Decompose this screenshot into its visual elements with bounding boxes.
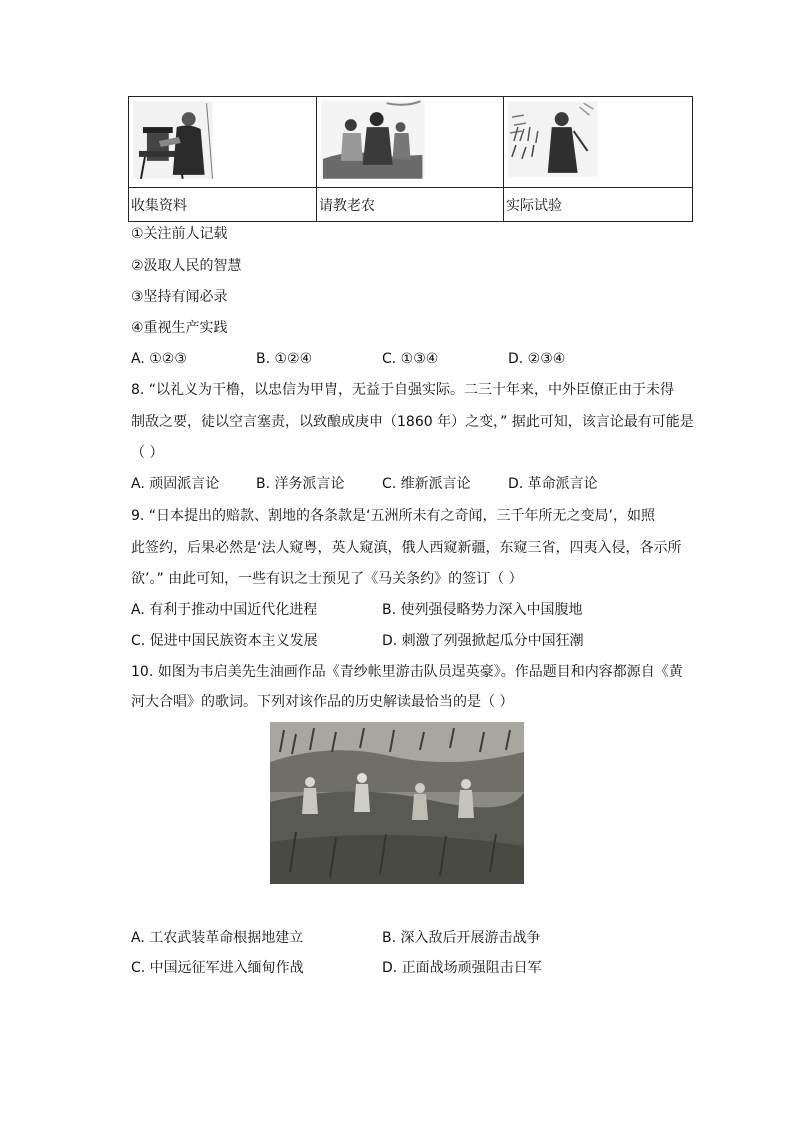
q8-option-b: B. 洋务派言论 [256,476,345,492]
q7-option-c: C. ①③④ [382,351,439,367]
caption-row [129,188,693,222]
q9-option-d: D. 刺激了列强掀起瓜分中国狂潮 [382,633,584,649]
q8-option-a: A. 顽固派言论 [131,476,220,492]
q7-option-a: A. ①②③ [131,351,187,367]
q9-stem-line: 欲’。” 由此可知，一些有识之士预见了《马关条约》的签订（ ） [131,571,523,587]
q10-option-c: C. 中国远征军进入缅甸作战 [131,960,304,976]
statement: ②汲取人民的智慧 [131,258,242,274]
q9-option-b: B. 使列强侵略势力深入中国腹地 [382,602,583,618]
q10-stem-line: 河大合唱》的歌词。下列对该作品的历史解读最恰当的是（ ） [131,694,514,710]
scholar-reading-sketch [129,97,316,183]
statement: ③坚持有闻必录 [131,289,228,305]
caption-cell: 收集资料 [129,188,317,222]
q9-stem-line: 9. “日本提出的赔款、割地的各条款是‘五洲所未有之奇闻，三千年所无之变局’，如照 [131,508,655,524]
q10-option-a: A. 工农武装革命根据地建立 [131,930,304,946]
picture-cell [317,97,504,188]
statement: ④重视生产实践 [131,320,228,336]
q9-option-a: A. 有利于推动中国近代化进程 [131,602,318,618]
q10-option-d: D. 正面战场顽强阻击日军 [382,960,542,976]
q8-option-d: D. 革命派言论 [508,476,598,492]
q10-option-b: B. 深入敌后开展游击战争 [382,930,541,946]
q9-option-c: C. 促进中国民族资本主义发展 [131,633,318,649]
picture-cell [504,97,693,188]
q8-stem-line: 8. “以礼义为干橹，以忠信为甲胄，无益于自强实际。二三十年来，中外臣僚正由于未得 [131,382,675,398]
q10-stem-line: 10. 如图为韦启美先生油画作品《青纱帐里游击队员逞英豪》。作品题目和内容都源自《黄 [131,664,683,680]
q9-stem-line: 此签约，后果必然是‘法人窥粤，英人窥滇，俄人西窥新疆，东窥三省，四夷入侵，各示所 [131,540,682,556]
statement: ①关注前人记载 [131,226,228,242]
consulting-farmers-sketch [317,97,503,183]
picture-row [129,97,693,188]
q8-stem-line: 制敌之要，徒以空言塞责，以致酿成庚申（1860 年）之变，” 据此可知，该言论最有可能是 [131,414,694,430]
caption-cell: 实际试验 [504,188,693,222]
painting-image [270,722,524,884]
picture-table [128,96,693,222]
q8-stem-line: （ ） [131,445,164,461]
guerrilla-oil-painting [270,722,524,884]
caption-cell: 请教老农 [317,188,504,222]
picture-cell [129,97,317,188]
q8-option-c: C. 维新派言论 [382,476,471,492]
q7-option-b: B. ①②④ [256,351,313,367]
q7-option-d: D. ②③④ [508,351,566,367]
field-experiment-sketch [504,97,692,183]
